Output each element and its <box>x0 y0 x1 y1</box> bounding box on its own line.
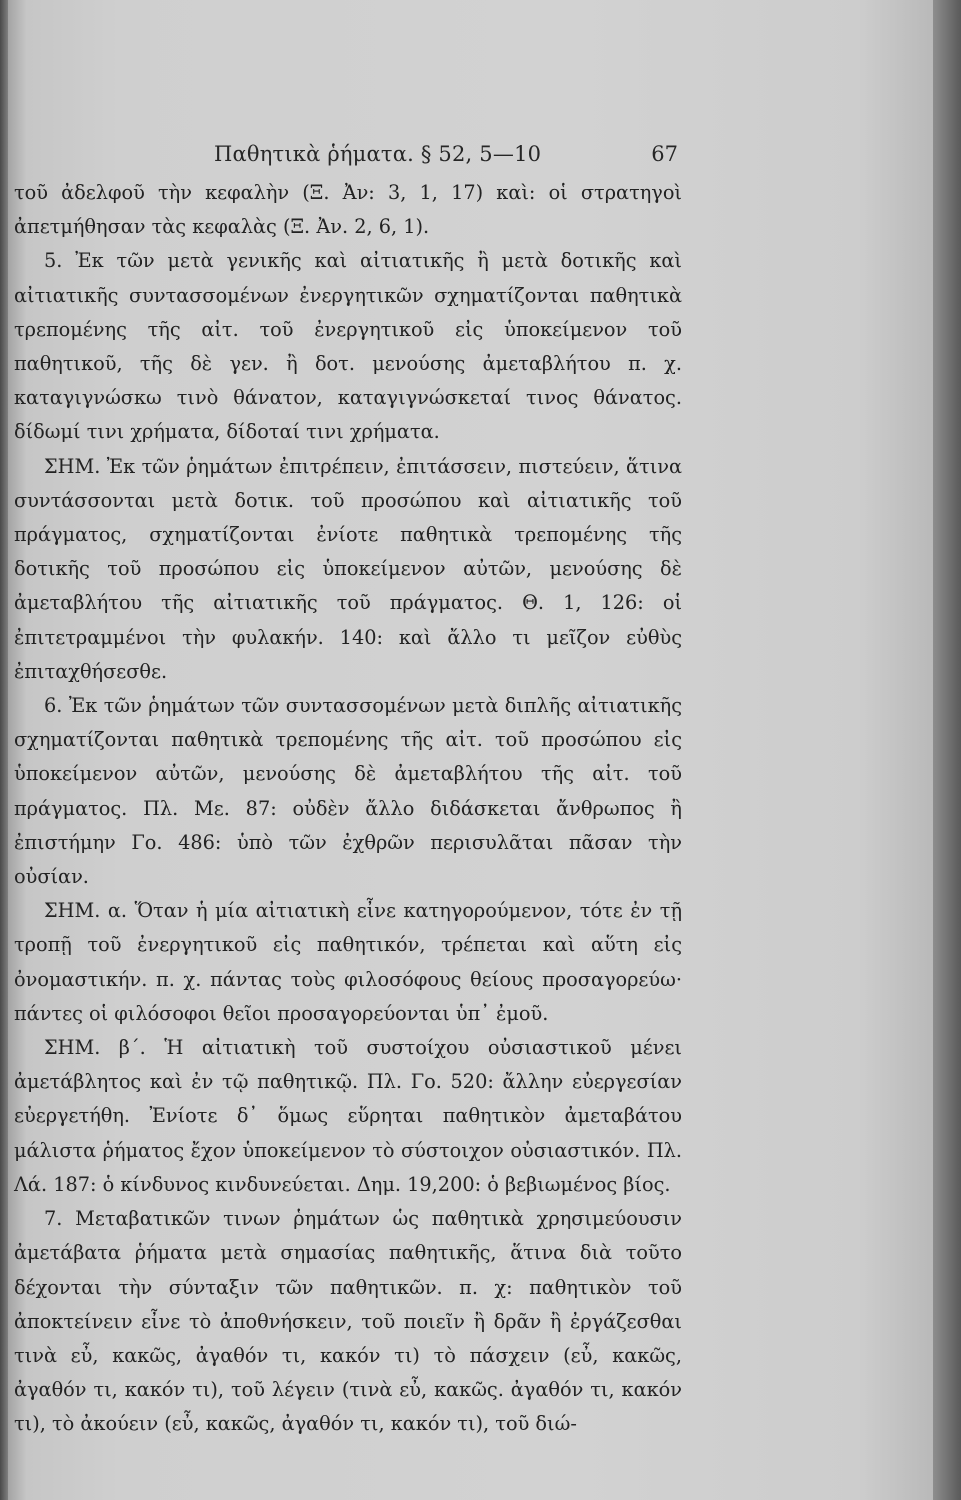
page-number: 67 <box>651 142 678 166</box>
body-text <box>14 176 682 1442</box>
paragraph-note-6a: ΣΗΜ. α. Ὅταν ἡ μία αἰτιατικὴ εἶνε κατηγορούμενον, τότε ἐν τῇ τροπῇ τοῦ ἐνεργητικοῦ εἰς παθητικόν, τρέπεται καὶ αὕτη εἰς ὀνομαστικήν. π. χ. πάντας τοὺς φιλοσόφους θείους προσαγορεύω· πάντες οἱ φιλόσοφοι θεῖοι προσαγορεύονται ὑπ᾽ ἐμοῦ. <box>14 899 682 1025</box>
paragraph-section-5: 5. Ἐκ τῶν μετὰ γενικῆς καὶ αἰτιατικῆς ἢ μετὰ δοτικῆς καὶ αἰτιατικῆς συντασσομένων ἐνεργητικῶν σχηματίζονται παθητικὰ τρεπομένης τῆς αἰτ. τοῦ ἐνεργητικοῦ εἰς ὑποκείμενον τοῦ παθητικοῦ, τῆς δὲ γεν. ἢ δοτ. μενούσης ἀμεταβλήτου π. χ. καταγιγνώσκω τινὸ θάνατον, καταγιγνώσκεταί τινος θάνατος. δίδωμί τινι χρήματα, δίδοταί τινι χρήματα. <box>14 249 682 444</box>
paragraph-continuation: τοῦ ἀδελφοῦ τὴν κεφαλὴν (Ξ. Ἀν: 3, 1, 17) καὶ: οἱ στρατηγοὶ ἀπετμήθησαν τὰς κεφαλὰς (Ξ. Ἀν. 2, 6, 1). <box>14 181 682 239</box>
paragraph-note-6b: ΣΗΜ. β΄. Ἡ αἰτιατικὴ τοῦ συστοίχου οὐσιαστικοῦ μένει ἀμετάβλητος καὶ ἐν τῷ παθητικῷ. Πλ. Γο. 520: ἄλλην εὐεργεσίαν εὐεργετήθη. Ἐνίοτε δ᾽ ὅμως εὕρηται παθητικὸν ἀμεταβάτου μάλιστα ῥήματος ἔχον ὑποκείμενον τὸ σύστοιχον οὐσιαστικόν. Πλ. Λά. 187: ὁ κίνδυνος κινδυνεύεται. Δημ. 19,200: ὁ βεβιωμένος βίος. <box>14 1036 682 1196</box>
running-head: Παθητικὰ ῥήματα. § 52, 5—10 <box>214 142 542 166</box>
right-page-edge <box>933 0 961 1500</box>
paragraph-section-6: 6. Ἐκ τῶν ῥημάτων τῶν συντασσομένων μετὰ διπλῆς αἰτιατικῆς σχηματίζονται παθητικὰ τρεπομένης τῆς αἰτ. τοῦ προσώπου εἰς ὑποκείμενον αὐτῶν, μενούσης δὲ ἀμεταβλήτου τῆς αἰτ. τοῦ πράγματος. Πλ. Με. 87: οὐδὲν ἄλλο διδάσκεται ἄνθρωπος ἢ ἐπιστήμην Γο. 486: ὑπὸ τῶν ἐχθρῶν περισυλᾶται πᾶσαν τὴν οὐσίαν. <box>14 694 682 889</box>
page-header <box>8 142 933 172</box>
paragraph-section-7: 7. Μεταβατικῶν τινων ῥημάτων ὡς παθητικὰ χρησιμεύουσιν ἀμετάβατα ῥήματα μετὰ σημασίας παθητικῆς, ἅτινα διὰ τοῦτο δέχονται τὴν σύνταξιν τῶν παθητικῶν. π. χ: παθητικὸν τοῦ ἀποκτείνειν εἶνε τὸ ἀποθνήσκειν, τοῦ ποιεῖν ἢ δρᾶν ἢ ἐργάζεσθαι τινὰ εὖ, κακῶς, ἀγαθόν τι, κακόν τι) τὸ πάσχειν (εὖ, κακῶς, ἀγαθόν τι, κακόν τι), τοῦ λέγειν (τινὰ εὖ, κακῶς. ἀγαθόν τι, κακόν τι), τὸ ἀκούειν (εὖ, κακῶς, ἀγαθόν τι, κακόν τι), τοῦ διώ- <box>14 1207 682 1436</box>
paragraph-note-5: ΣΗΜ. Ἐκ τῶν ῥημάτων ἐπιτρέπειν, ἐπιτάσσειν, πιστεύειν, ἅτινα συντάσσονται μετὰ δοτικ. τοῦ προσώπου καὶ αἰτιατικῆς τοῦ πράγματος, σχηματίζονται ἐνίοτε παθητικὰ τρεπομένης τῆς δοτικῆς τοῦ προσώπου εἰς ὑποκείμενον αὐτῶν, μενούσης δὲ ἀμεταβλήτου τῆς αἰτιατικῆς τοῦ πράγματος. Θ. 1, 126: οἱ ἐπιτετραμμένοι τὴν φυλακήν. 140: καὶ ἄλλο τι μεῖζον εὐθὺς ἐπιταχθήσεσθε. <box>14 454 682 683</box>
